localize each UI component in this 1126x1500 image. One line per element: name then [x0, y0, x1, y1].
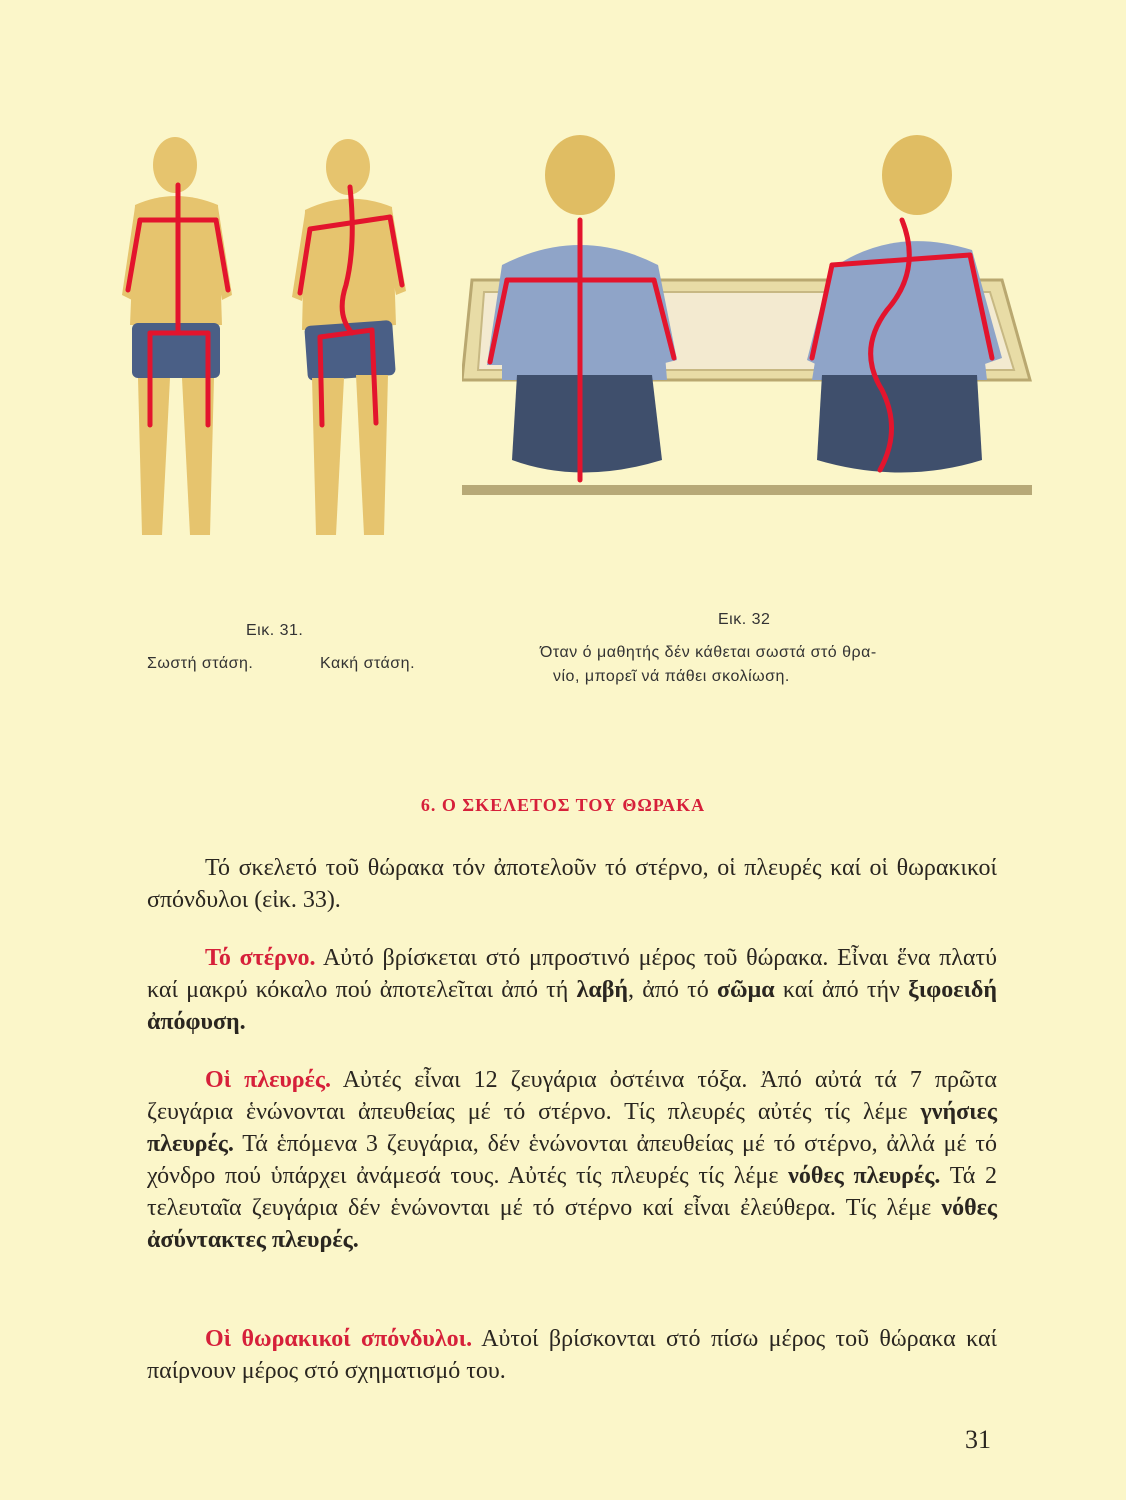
- figure-32-label: Εικ. 32: [718, 611, 771, 628]
- figure-seated-bad: [807, 135, 1002, 473]
- sternum-term-body: σῶμα: [717, 977, 775, 1003]
- figure-31-illustration: [100, 125, 430, 565]
- figure-31-caption-bad: Κακή στάση.: [320, 655, 416, 672]
- intro-text: Τό σκελετό τοῦ θώρακα τόν ἀποτελοῦν τό στέρνο, οἱ πλευρές καί οἱ θωρακικοί σπόνδυλοι (εἰκ. 33).: [147, 855, 997, 913]
- ribs-text-1: Αὐτές εἶναι 12 ζευγάρια ὀστέινα τόξα. Ἀπό αὐτά τά 7 πρῶτα ζευγάρια ἑνώνονται ἀπευθείας μέ τό στέρνο. Τίς πλευρές αὐτές τίς λέμε: [147, 1067, 997, 1125]
- vertebrae-text-1: Αὐτοί βρίσκονται στό πίσω μέρος τοῦ θώρακα καί παίρνουν μέρος στό σχηματισμό του.: [147, 1326, 998, 1384]
- sternum-text-3: καί ἀπό τήν: [774, 977, 909, 1003]
- ribs-heading: Οἱ πλευρές.: [205, 1067, 332, 1093]
- sternum-term-handle: λαβή: [576, 977, 629, 1003]
- section-title: 6. Ο ΣΚΕΛΕΤΟΣ ΤΟΥ ΘΩΡΑΚΑ: [420, 795, 706, 815]
- sternum-term-xiphoid: ξιφοειδή ἀπόφυση.: [147, 977, 997, 1035]
- vertebrae-heading: Οἱ θωρακικοί σπόνδυλοι.: [205, 1326, 473, 1352]
- figure-31-caption-correct: Σωστή στάση.: [147, 655, 254, 672]
- sternum-text-2: , ἀπό τό: [628, 977, 717, 1003]
- figure-32-caption-line1: Όταν ό μαθητής δέν κάθεται σωστά στό θρα-: [540, 644, 877, 661]
- ribs-term-floating: νόθες ἀσύντακτες πλευρές.: [147, 1195, 997, 1253]
- figure-seated-correct: [487, 135, 677, 480]
- sternum-text-1: Αὐτό βρίσκεται στό μπροστινό μέρος τοῦ θώρακα. Εἶναι ἕνα πλατύ καί μακρύ κόκαλο πού ἀποτελεῖται ἀπό τή: [147, 945, 997, 1003]
- figure-correct-posture: [122, 137, 232, 535]
- ribs-text-3: Τά 2 τελευταῖα ζευγάρια δέν ἑνώνονται μέ τό στέρνο καί εἶναι ἐλεύθερα. Τίς λέμε: [147, 1163, 998, 1221]
- ribs-text-2: Τά ἑπόμενα 3 ζευγάρια, δέν ἑνώνονται ἀπευθείας μέ τό στέρνο, ἀλλά μέ τό χόνδρο πού ὑπάρχει ἀνάμεσά τους. Αὐτές τίς πλευρές τίς λέμε: [147, 1131, 997, 1189]
- ribs-term-false: νόθες πλευρές.: [788, 1163, 941, 1189]
- sternum-heading: Τό στέρνο.: [205, 945, 316, 971]
- figure-32-caption-line2: νίο, μπορεῖ νά πάθει σκολίωση.: [553, 668, 790, 685]
- ribs-term-true: γνήσιες πλευρές.: [147, 1099, 997, 1157]
- paragraph-ribs: [147, 1064, 997, 1256]
- figure-bad-posture: [292, 139, 406, 535]
- paragraph-sternum: [147, 942, 997, 1038]
- figure-31-label: Εικ. 31.: [246, 622, 304, 639]
- paragraph-intro: [147, 852, 997, 916]
- figure-32-illustration: [462, 130, 1032, 500]
- paragraph-vertebrae: [147, 1323, 997, 1387]
- page-number: 31: [965, 1425, 991, 1454]
